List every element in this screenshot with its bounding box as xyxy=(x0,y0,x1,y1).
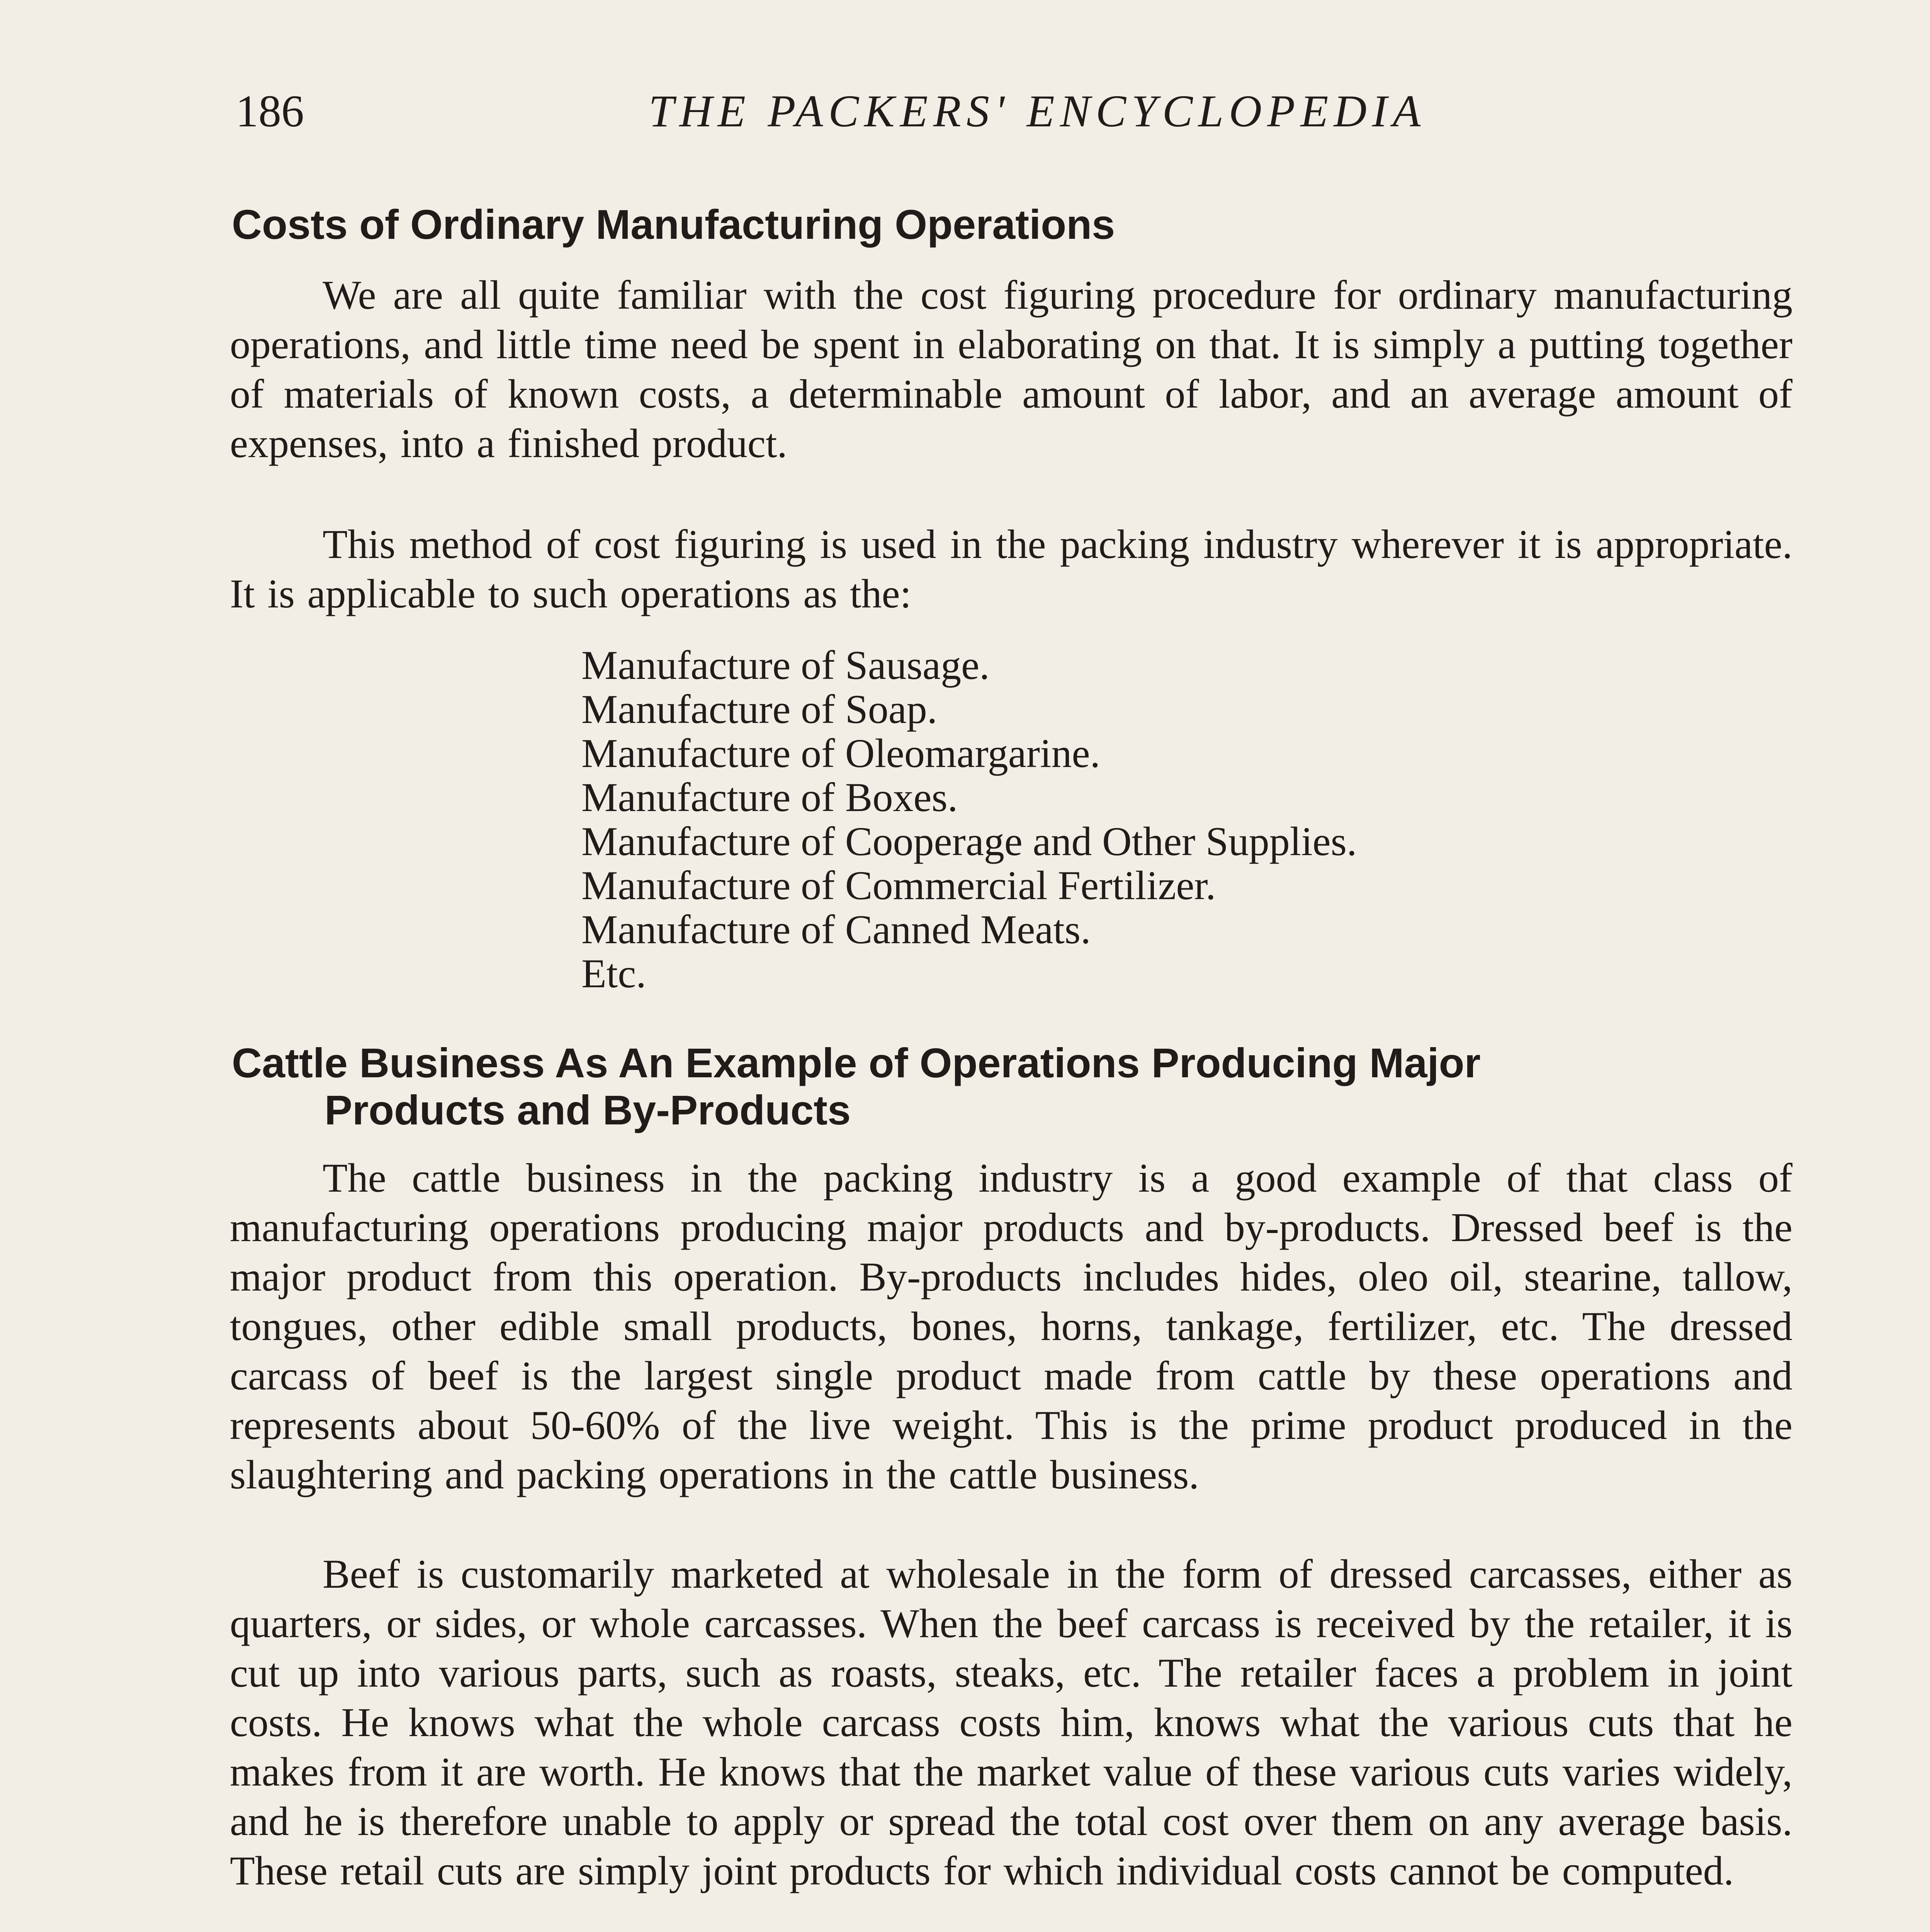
heading-line-2: Products and By-Products xyxy=(324,1087,851,1133)
page-number: 186 xyxy=(236,86,304,136)
list-item: Manufacture of Oleomargarine. xyxy=(581,731,1101,776)
paragraph-method: This method of cost figuring is used in the packing industry wherever it is appropriate. It is applicable to such operations as the: xyxy=(230,522,1792,616)
list-item: Manufacture of Soap. xyxy=(581,687,938,732)
heading-line-1: Cattle Business As An Example of Operations Producing Major xyxy=(232,1039,1481,1086)
list-item: Manufacture of Commercial Fertilizer. xyxy=(581,863,1216,908)
paragraph-manufacturing-intro: We are all quite familiar with the cost figuring procedure for ordinary manufacturing operations, and little time need be spent in elaborating on that. It is simply a putting together of materials of known costs, a determinable amount of labor, and an average amount of expenses, into a finished product. xyxy=(230,272,1792,466)
paragraph-beef-marketing: Beef is customarily marketed at wholesale in the form of dressed carcasses, either as quarters, or sides, or whole carcasses. When the beef carcass is received by the retailer, it is cut up into various parts, such as roasts, steaks, etc. The retailer faces a problem in joint costs. He knows what the whole carcass costs him, knows what the various cuts that he makes from it are worth. He knows that the market value of these various cuts varies widely, and he is therefore unable to apply or spread the total cost over them on any average basis. These retail cuts are simply joint products for which individual costs cannot be computed. xyxy=(230,1551,1792,1893)
manufacture-list xyxy=(581,643,1624,996)
running-title: THE PACKERS' ENCYCLOPEDIA xyxy=(648,86,1426,136)
page-header xyxy=(228,85,1800,139)
list-item: Manufacture of Canned Meats. xyxy=(581,907,1091,952)
list-item: Manufacture of Cooperage and Other Supplies. xyxy=(581,819,1357,864)
list-item: Manufacture of Boxes. xyxy=(581,775,958,820)
section-heading-cattle xyxy=(232,1039,1792,1134)
paragraph-cattle-business: The cattle business in the packing industry is a good example of that class of manufacturing operations producing major products and by-products. Dressed beef is the major product from this operation. By-products includes hides, oleo oil, stearine, tallow, tongues, other edible small products, bones, horns, tankage, fertilizer, etc. The dressed carcass of beef is the largest single product made from cattle by these operations and represents about 50-60% of the live weight. This is the prime product produced in the slaughtering and packing operations in the cattle business. xyxy=(230,1155,1792,1497)
section-heading-manufacturing: Costs of Ordinary Manufacturing Operations xyxy=(232,201,1115,248)
list-item: Etc. xyxy=(581,951,646,996)
list-item: Manufacture of Sausage. xyxy=(581,643,990,688)
